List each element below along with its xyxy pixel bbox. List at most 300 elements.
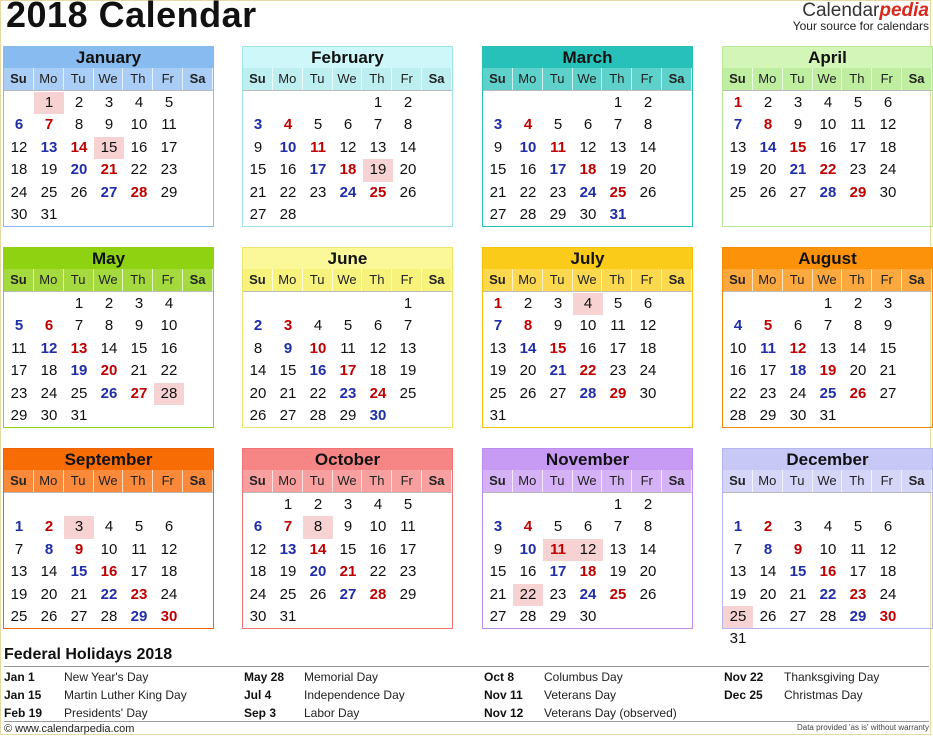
calendar-day: 21	[489, 585, 507, 603]
weekday-label: We	[813, 470, 843, 492]
month-april	[722, 46, 933, 227]
calendar-day: 15	[70, 563, 88, 581]
calendar-day: 16	[819, 138, 837, 156]
calendar-day: 14	[759, 563, 777, 581]
calendar-day: 21	[789, 161, 807, 179]
weekday-label: Sa	[183, 470, 213, 492]
month-january	[3, 46, 214, 227]
calendar-day: 31	[279, 607, 297, 625]
weekday-header	[483, 470, 692, 493]
calendar-day: 19	[729, 161, 747, 179]
calendar-day: 27	[489, 205, 507, 223]
calendar-day: 29	[759, 406, 777, 424]
calendar-day: 14	[100, 339, 118, 357]
calendar-day: 7	[44, 116, 54, 134]
days-grid	[243, 91, 452, 226]
calendar-day: 5	[613, 295, 623, 312]
calendar-day: 19	[489, 362, 507, 380]
weekday-label: Su	[4, 269, 34, 291]
weekday-label: Fr	[632, 269, 662, 291]
weekday-label: Tu	[543, 269, 573, 291]
weekday-label: Su	[243, 68, 273, 90]
calendar-day: 22	[819, 161, 837, 179]
brand-name-part-a: Calendar	[802, 0, 880, 21]
calendar-day: 9	[343, 518, 353, 536]
days-grid	[483, 493, 692, 628]
weekday-label: Mo	[273, 68, 303, 90]
empty-day	[513, 494, 543, 516]
calendar-day: 17	[339, 362, 357, 380]
calendar-day: 14	[639, 138, 657, 156]
weekday-header	[723, 68, 932, 91]
calendar-day: 6	[373, 317, 383, 335]
calendar-day: 21	[130, 362, 148, 380]
empty-day	[34, 494, 64, 516]
holiday-column	[724, 668, 879, 704]
weekday-header	[723, 269, 932, 292]
weekday-label: Th	[602, 68, 632, 90]
calendar-day: 11	[400, 518, 416, 536]
calendar-day: 28	[100, 607, 118, 625]
weekday-label: Tu	[783, 269, 813, 291]
calendar-day: 18	[579, 161, 597, 179]
calendar-day: 31	[40, 205, 58, 223]
month-march	[482, 46, 693, 227]
weekday-label: Th	[123, 269, 153, 291]
calendar-day: 21	[489, 183, 507, 201]
calendar-day: 3	[493, 116, 503, 134]
weekday-label: Su	[723, 470, 753, 492]
calendar-day: 17	[309, 161, 327, 179]
weekday-label: Su	[483, 269, 513, 291]
calendar-day: 6	[883, 518, 893, 536]
calendar-day: 8	[523, 317, 533, 335]
weekday-label: Th	[123, 68, 153, 90]
calendar-day: 29	[399, 585, 417, 603]
calendar-day: 14	[639, 540, 657, 558]
calendar-day: 6	[44, 317, 54, 335]
calendar-day: 27	[879, 384, 897, 402]
brand-tagline: Your source for calendars	[792, 19, 929, 33]
calendar-day: 1	[733, 518, 743, 536]
calendar-day: 23	[10, 384, 28, 402]
calendar-day: 8	[763, 116, 773, 134]
weekday-label: Sa	[422, 269, 452, 291]
calendar-day: 8	[643, 518, 653, 536]
calendar-day: 5	[164, 94, 174, 111]
calendar-day: 11	[131, 540, 147, 558]
calendar-day: 27	[339, 585, 357, 603]
calendar-day: 17	[549, 161, 567, 179]
calendar-day: 13	[10, 563, 28, 581]
weekday-label: We	[573, 470, 603, 492]
holiday-date: Jul 4	[244, 688, 272, 702]
days-grid	[4, 493, 213, 628]
calendar-day: 14	[70, 138, 88, 156]
calendar-day: 26	[309, 585, 327, 603]
weekday-label: Su	[243, 470, 273, 492]
empty-day	[513, 92, 543, 114]
calendar-day: 17	[549, 563, 567, 581]
calendar-day: 20	[759, 161, 777, 179]
holiday-date: Jan 15	[4, 688, 42, 702]
calendar-day: 16	[519, 161, 537, 179]
calendar-day: 9	[104, 116, 114, 134]
calendar-day: 9	[253, 138, 263, 156]
calendar-day: 29	[849, 183, 867, 201]
weekday-label: Th	[602, 470, 632, 492]
calendar-day: 30	[579, 607, 597, 625]
weekday-label: Su	[4, 68, 34, 90]
calendar-day: 29	[339, 406, 357, 424]
holiday-name: Memorial Day	[304, 670, 379, 684]
weekday-label: Fr	[392, 470, 422, 492]
footer-website[interactable]: © www.calendarpedia.com	[4, 723, 135, 735]
calendar-day: 10	[819, 540, 837, 558]
holiday-entry	[4, 704, 187, 722]
holiday-day: 25	[723, 606, 753, 628]
calendar-day: 4	[164, 295, 174, 312]
calendar-day: 19	[279, 563, 297, 581]
calendar-day: 6	[583, 116, 593, 134]
holiday-day: 19	[363, 159, 393, 181]
calendar-day: 30	[160, 607, 178, 625]
calendar-day: 1	[14, 518, 24, 536]
calendar-day: 22	[579, 362, 597, 380]
calendar-day: 8	[104, 317, 114, 335]
calendar-day: 25	[279, 585, 297, 603]
calendar-day: 28	[130, 183, 148, 201]
calendar-day: 7	[403, 317, 413, 335]
weekday-label: Mo	[753, 269, 783, 291]
calendar-day: 15	[549, 339, 567, 357]
calendar-day: 21	[879, 362, 897, 380]
weekday-header	[4, 470, 213, 493]
calendar-day: 24	[339, 183, 357, 201]
month-november	[482, 448, 693, 629]
holiday-day: 28	[154, 383, 184, 405]
holiday-column	[4, 668, 187, 722]
calendar-day: 21	[70, 585, 88, 603]
calendar-day: 1	[823, 295, 833, 312]
calendar-day: 24	[160, 585, 178, 603]
calendar-day: 25	[729, 183, 747, 201]
calendar-day: 10	[309, 339, 327, 357]
calendar-day: 23	[160, 161, 178, 179]
weekday-label: Sa	[902, 269, 932, 291]
holiday-date: Nov 11	[484, 688, 523, 702]
calendar-day: 9	[74, 540, 84, 558]
calendar-day: 15	[489, 161, 507, 179]
calendar-day: 7	[733, 116, 743, 134]
weekday-label: Sa	[902, 68, 932, 90]
calendar-day: 13	[609, 138, 627, 156]
holiday-name: Independence Day	[304, 688, 405, 702]
calendar-day: 15	[130, 339, 148, 357]
empty-day	[64, 494, 94, 516]
calendar-day: 12	[160, 540, 178, 558]
month-august	[722, 247, 933, 428]
calendar-day: 13	[489, 339, 507, 357]
holiday-date: Jan 1	[4, 670, 35, 684]
calendar-day: 5	[343, 317, 353, 335]
calendar-day: 8	[643, 116, 653, 134]
weekday-label: Sa	[662, 269, 692, 291]
holiday-name: Martin Luther King Day	[64, 688, 187, 702]
calendar-day: 25	[40, 183, 58, 201]
calendar-day: 11	[161, 116, 177, 134]
weekday-label: Sa	[902, 470, 932, 492]
calendar-day: 16	[729, 362, 747, 380]
empty-day	[363, 293, 393, 315]
calendar-day: 25	[609, 183, 627, 201]
calendar-day: 15	[339, 540, 357, 558]
calendar-day: 31	[729, 630, 747, 648]
holiday-date: Nov 12	[484, 706, 524, 720]
calendar-day: 28	[519, 205, 537, 223]
calendar-day: 6	[14, 116, 24, 134]
calendar-day: 7	[733, 540, 743, 558]
calendar-day: 31	[609, 205, 627, 223]
calendar-day: 31	[819, 406, 837, 424]
empty-day	[333, 92, 363, 114]
calendar-day: 23	[849, 161, 867, 179]
weekday-label: Fr	[153, 68, 183, 90]
calendar-day: 27	[70, 607, 88, 625]
month-name: February	[243, 47, 452, 68]
month-name: September	[4, 449, 213, 470]
weekday-label: Sa	[422, 470, 452, 492]
weekday-label: Sa	[422, 68, 452, 90]
calendar-day: 12	[10, 138, 28, 156]
month-name: March	[483, 47, 692, 68]
empty-day	[873, 494, 903, 516]
weekday-label: Tu	[303, 269, 333, 291]
calendar-day: 20	[759, 585, 777, 603]
empty-day	[543, 92, 573, 114]
calendar-day: 24	[879, 161, 897, 179]
calendar-day: 18	[879, 138, 897, 156]
calendar-day: 27	[549, 384, 567, 402]
empty-day	[303, 293, 333, 315]
calendar-day: 18	[639, 339, 657, 357]
calendar-day: 13	[399, 339, 417, 357]
calendar-day: 12	[249, 540, 267, 558]
holiday-entry	[724, 668, 879, 686]
calendar-day: 18	[40, 362, 58, 380]
calendar-day: 15	[879, 339, 897, 357]
calendar-day: 25	[10, 607, 28, 625]
calendar-day: 10	[519, 138, 537, 156]
calendar-day: 24	[369, 384, 387, 402]
footer-disclaimer: Data provided 'as is' without warranty	[796, 723, 929, 732]
calendar-day: 19	[609, 161, 627, 179]
holiday-entry	[4, 686, 187, 704]
empty-day	[243, 92, 273, 114]
calendar-day: 2	[763, 94, 773, 111]
calendar-day: 19	[819, 362, 837, 380]
calendar-day: 20	[849, 362, 867, 380]
calendar-day: 11	[610, 317, 626, 335]
weekday-label: Mo	[34, 470, 64, 492]
calendar-day: 28	[579, 384, 597, 402]
weekday-label: Mo	[753, 470, 783, 492]
calendar-day: 21	[100, 161, 118, 179]
calendar-day: 17	[130, 563, 148, 581]
calendar-day: 17	[849, 138, 867, 156]
calendar-day: 28	[369, 585, 387, 603]
empty-day	[124, 494, 154, 516]
calendar-day: 23	[549, 585, 567, 603]
calendar-day: 17	[160, 138, 178, 156]
calendar-day: 2	[313, 496, 323, 513]
weekday-header	[243, 68, 452, 91]
calendar-day: 20	[249, 384, 267, 402]
holiday-name: New Year's Day	[64, 670, 149, 684]
calendar-day: 9	[793, 116, 803, 134]
weekday-label: Su	[723, 68, 753, 90]
calendar-day: 1	[283, 496, 293, 513]
calendar-day: 19	[609, 563, 627, 581]
calendar-day: 1	[613, 496, 623, 513]
calendar-day: 27	[789, 183, 807, 201]
calendar-day: 12	[639, 317, 657, 335]
calendar-day: 15	[789, 563, 807, 581]
calendar-day: 17	[849, 563, 867, 581]
weekday-label: Th	[842, 68, 872, 90]
calendar-day: 22	[519, 183, 537, 201]
calendar-day: 23	[130, 585, 148, 603]
calendar-day: 24	[249, 585, 267, 603]
empty-day	[753, 293, 783, 315]
month-july	[482, 247, 693, 428]
divider	[4, 666, 929, 667]
calendar-day: 14	[849, 339, 867, 357]
weekday-label: Su	[4, 470, 34, 492]
brand-logo[interactable]	[793, 0, 929, 33]
weekday-header	[483, 269, 692, 292]
weekday-label: Th	[842, 470, 872, 492]
holiday-name: Thanksgiving Day	[784, 670, 880, 684]
calendar-day: 5	[853, 518, 863, 536]
calendar-day: 24	[789, 384, 807, 402]
calendar-day: 4	[104, 518, 114, 536]
calendar-day: 12	[339, 138, 357, 156]
calendar-day: 4	[823, 518, 833, 536]
month-september	[3, 448, 214, 629]
calendar-day: 20	[70, 161, 88, 179]
calendar-day: 22	[369, 563, 387, 581]
calendar-day: 19	[399, 362, 417, 380]
month-february	[242, 46, 453, 227]
calendar-day: 2	[74, 94, 84, 111]
weekday-label: We	[333, 68, 363, 90]
calendar-day: 11	[310, 138, 326, 156]
weekday-label: We	[94, 470, 124, 492]
calendar-day: 9	[493, 540, 503, 558]
calendar-day: 28	[729, 406, 747, 424]
calendar-day: 26	[100, 384, 118, 402]
weekday-label: Th	[362, 68, 392, 90]
holiday-entry	[244, 686, 405, 704]
weekday-label: Mo	[273, 470, 303, 492]
calendar-day: 1	[613, 94, 623, 111]
empty-day	[303, 92, 333, 114]
weekday-label: Tu	[64, 470, 94, 492]
calendar-day: 3	[253, 116, 263, 134]
calendar-day: 19	[10, 585, 28, 603]
calendar-day: 6	[793, 317, 803, 335]
calendar-day: 4	[523, 518, 533, 536]
calendar-day: 8	[763, 540, 773, 558]
weekday-label: Fr	[392, 68, 422, 90]
calendar-day: 31	[70, 406, 88, 424]
calendar-day: 3	[283, 317, 293, 335]
calendar-day: 10	[579, 317, 597, 335]
calendar-day: 8	[853, 317, 863, 335]
holiday-entry	[244, 704, 405, 722]
calendar-day: 24	[579, 585, 597, 603]
days-grid	[4, 91, 213, 226]
calendar-day: 27	[279, 406, 297, 424]
weekday-label: Fr	[392, 269, 422, 291]
calendar-day: 4	[134, 94, 144, 111]
calendar-day: 19	[40, 161, 58, 179]
weekday-label: Mo	[513, 269, 543, 291]
holiday-name: Veterans Day (observed)	[544, 706, 677, 720]
calendar-day: 8	[403, 116, 413, 134]
weekday-label: Mo	[273, 269, 303, 291]
calendar-day: 17	[399, 540, 417, 558]
holiday-day: 22	[513, 584, 543, 606]
calendar-day: 26	[759, 183, 777, 201]
calendar-day: 2	[44, 518, 54, 536]
calendar-day: 3	[343, 496, 353, 513]
holiday-entry	[724, 686, 879, 704]
empty-day	[483, 494, 513, 516]
calendar-day: 23	[549, 183, 567, 201]
calendar-day: 4	[823, 94, 833, 111]
empty-day	[273, 293, 303, 315]
calendar-day: 7	[613, 518, 623, 536]
calendar-day: 5	[553, 518, 563, 536]
weekday-label: Fr	[872, 470, 902, 492]
calendar-day: 16	[369, 540, 387, 558]
calendar-day: 15	[489, 563, 507, 581]
calendar-day: 22	[130, 161, 148, 179]
calendar-day: 5	[134, 518, 144, 536]
calendar-day: 18	[339, 161, 357, 179]
calendar-day: 5	[403, 496, 413, 513]
calendar-day: 20	[309, 563, 327, 581]
calendar-day: 25	[369, 183, 387, 201]
holiday-date: May 28	[244, 670, 285, 684]
calendar-day: 11	[850, 116, 866, 134]
page-title: 2018 Calendar	[6, 0, 257, 35]
calendar-day: 2	[104, 295, 114, 312]
federal-holidays-title: Federal Holidays 2018	[4, 646, 173, 663]
calendar-day: 26	[639, 585, 657, 603]
calendar-day: 2	[643, 496, 653, 513]
holiday-name: Veterans Day	[544, 688, 617, 702]
weekday-label: Tu	[783, 68, 813, 90]
calendar-day: 5	[14, 317, 24, 335]
calendar-day: 29	[130, 607, 148, 625]
calendar-day: 30	[789, 406, 807, 424]
month-name: December	[723, 449, 932, 470]
calendar-day: 5	[313, 116, 323, 134]
calendar-day: 11	[340, 339, 356, 357]
